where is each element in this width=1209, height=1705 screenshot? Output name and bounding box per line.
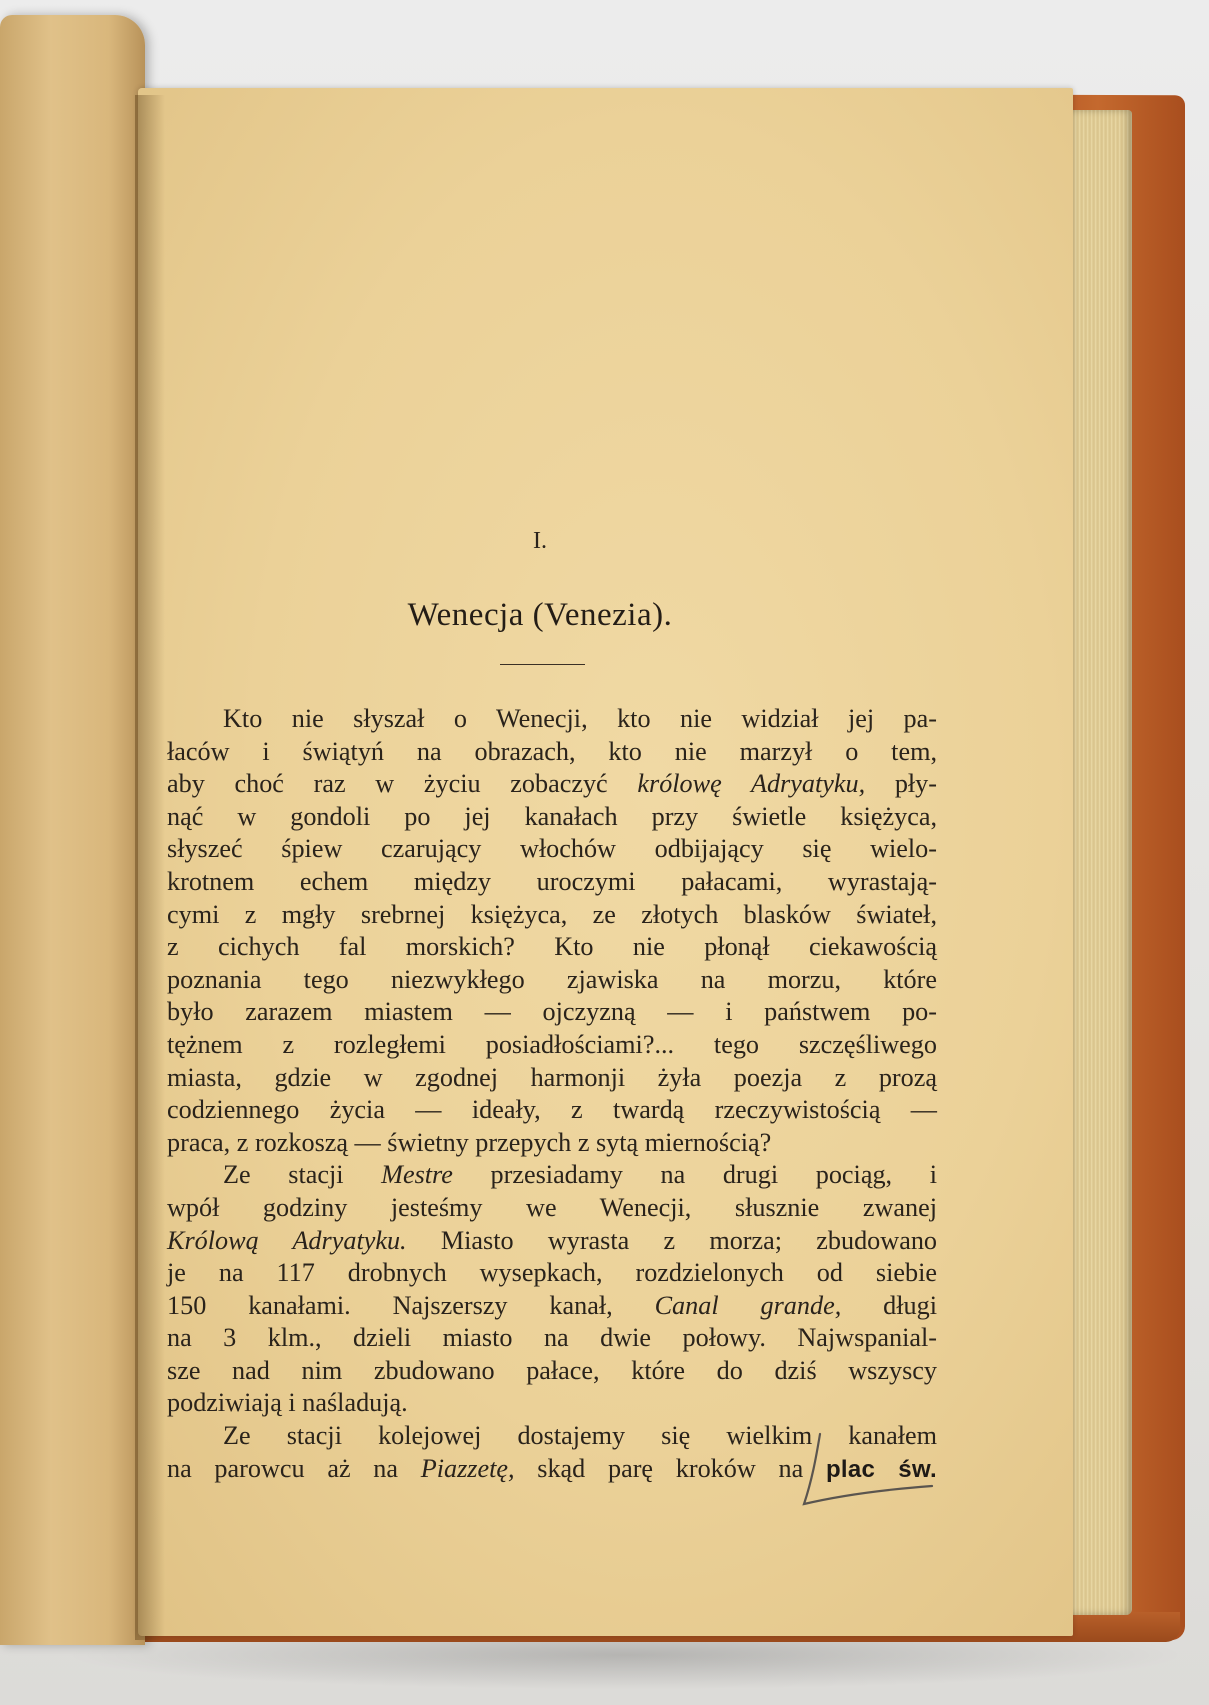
text-span: długi: [841, 1290, 937, 1320]
text-span: nąć w gondoli po jej kanałach przy świetle księżyca,: [167, 801, 937, 831]
pencil-mark-icon: [798, 1428, 938, 1508]
text-line: [167, 1322, 937, 1355]
book-gutter-shadow: [135, 95, 165, 1640]
text-line: [167, 1225, 937, 1258]
text-span: królowę Adryatyku,: [637, 769, 866, 799]
body-text: [167, 703, 937, 1485]
text-line: [167, 899, 937, 932]
text-span: poznania tego niezwykłego zjawiska na morzu, które: [167, 964, 937, 994]
text-span: 150 kanałami. Najszerszy kanał,: [167, 1290, 655, 1320]
text-span: Piazzetę,: [420, 1453, 515, 1483]
text-span: podziwiają i naśladują.: [167, 1388, 408, 1418]
text-line: [167, 996, 937, 1029]
text-span: Ze stacji: [223, 1160, 382, 1190]
text-line: [167, 866, 937, 899]
text-span: miasta, gdzie w zgodnej harmonji żyła poezja z prozą: [167, 1062, 937, 1092]
text-line: [167, 768, 937, 801]
chapter-title: Wenecja (Venezia).: [407, 597, 673, 633]
text-line: [167, 1062, 937, 1095]
text-span: Królową Adryatyku.: [167, 1225, 407, 1255]
text-span: na 3 klm., dzieli miasto na dwie połowy. Najwspanial-: [167, 1323, 937, 1353]
text-span: skąd parę kroków na: [514, 1453, 826, 1483]
heading-divider: [500, 664, 585, 665]
text-span: łaców i świątyń na obrazach, kto nie marzył o tem,: [167, 736, 937, 766]
text-span: pły-: [865, 769, 937, 799]
text-span: wpół godziny jesteśmy we Wenecji, słusznie zwanej: [167, 1192, 937, 1222]
text-span: Kto nie słyszał o Wenecji, kto nie widział jej pa-: [223, 704, 937, 733]
text-line: [167, 1094, 937, 1127]
text-span: Ze stacji kolejowej dostajemy się wielkim kanałem: [223, 1421, 937, 1451]
text-line: [167, 964, 937, 997]
text-line: [167, 1387, 937, 1420]
text-line: [167, 1192, 937, 1225]
text-line: [167, 736, 937, 769]
text-line: [167, 1290, 937, 1323]
text-span: z cichych fal morskich? Kto nie płonął ciekawością: [167, 932, 937, 962]
text-span: praca, z rozkoszą — świetny przepych z sytą miernością?: [167, 1127, 772, 1157]
text-span: Canal grande,: [654, 1290, 842, 1320]
stamped-text: plac św.: [825, 1455, 937, 1483]
text-line: [167, 1159, 937, 1192]
text-span: Mestre: [381, 1160, 453, 1190]
text-line: [167, 931, 937, 964]
text-span: słyszeć śpiew czarujący włochów odbijający się wielo-: [167, 834, 937, 864]
text-span: krotnem echem między uroczymi pałacami, wyrastają-: [167, 866, 937, 896]
text-span: na parowcu aż na: [167, 1453, 421, 1483]
text-span: cymi z mgły srebrnej księżyca, ze złotych blasków świateł,: [167, 899, 937, 929]
text-line: [167, 833, 937, 866]
chapter-number: I.: [533, 528, 547, 554]
text-span: przesiadamy na drugi pociąg, i: [452, 1160, 938, 1190]
text-span: Miasto wyrasta z morza; zbudowano: [406, 1225, 938, 1255]
text-span: codziennego życia — ideały, z twardą rzeczywistością —: [167, 1095, 937, 1125]
text-line: [167, 703, 937, 736]
text-line: [167, 1029, 937, 1062]
text-span: aby choć raz w życiu zobaczyć: [167, 769, 638, 799]
text-span: tężnem z rozległemi posiadłościami?... tego szczęśliwego: [167, 1029, 937, 1059]
text-span: było zarazem miastem — ojczyzną — i państwem po-: [167, 997, 937, 1027]
text-line: [167, 1355, 937, 1388]
text-span: sze nad nim zbudowano pałace, które do dziś wszyscy: [167, 1355, 937, 1385]
text-span: je na 117 drobnych wysepkach, rozdzielonych od siebie: [167, 1258, 937, 1288]
text-line: [167, 801, 937, 834]
text-line: [167, 1127, 937, 1160]
text-line: [167, 1257, 937, 1290]
page-block-edges: [1068, 110, 1132, 1615]
left-page-curl: [0, 15, 145, 1645]
